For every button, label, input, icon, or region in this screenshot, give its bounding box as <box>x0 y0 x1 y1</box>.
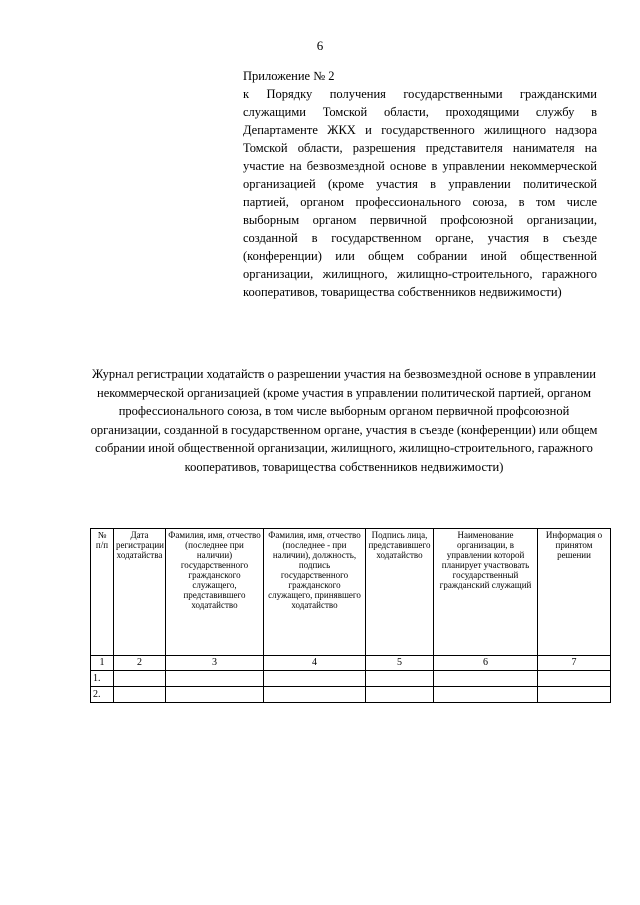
column-header-receiver-name: Фамилия, имя, отчество (последнее - при наличии), должность, подпись государственного гражданского служащего, принявшего ходатайство <box>264 529 366 656</box>
page-number: 6 <box>316 38 324 53</box>
table-cell <box>114 687 166 703</box>
table-cell <box>366 671 434 687</box>
appendix-block <box>243 67 597 301</box>
column-number-row <box>91 656 611 671</box>
column-number: 2 <box>114 656 166 671</box>
table-header-row <box>91 529 611 656</box>
column-number: 3 <box>166 656 264 671</box>
table-cell <box>434 671 538 687</box>
column-header-number: № п/п <box>91 529 114 656</box>
row-number: 1. <box>91 671 114 687</box>
table-row <box>91 687 611 703</box>
column-number: 4 <box>264 656 366 671</box>
column-number: 7 <box>538 656 611 671</box>
column-header-applicant-signature: Подпись лица, представившего ходатайство <box>366 529 434 656</box>
table-row <box>91 671 611 687</box>
table-cell <box>114 671 166 687</box>
column-header-decision-info: Информация о принятом решении <box>538 529 611 656</box>
appendix-text: к Порядку получения государственными гражданскими служащими Томской области, проходящими службу в Департаменте ЖКХ и государственного жилищного надзора Томской области, разрешения представителя нанимателя на участие на безвозмездной основе в управлении некоммерческой организацией (кроме участия в управлении политической партией, органом профессионального союза, в том числе выборным органом первичной профсоюзной организации, созданной в государственном органе, участия в съезде (конференции) или общем собрании иной общественной организации, жилищного, жилищно-строительного, гаражного кооперативов, товарищества собственников недвижимости) <box>243 87 597 299</box>
column-number: 6 <box>434 656 538 671</box>
column-header-registration-date: Дата регистрации ходатайства <box>114 529 166 656</box>
table-cell <box>166 687 264 703</box>
column-number: 1 <box>91 656 114 671</box>
table-cell <box>264 671 366 687</box>
table-cell <box>538 687 611 703</box>
table-cell <box>166 671 264 687</box>
column-header-organization-name: Наименование организации, в управлении которой планирует участвовать государственный гражданский служащий <box>434 529 538 656</box>
appendix-title: Приложение № 2 <box>243 69 335 83</box>
journal-title: Журнал регистрации ходатайств о разрешении участия на безвозмездной основе в управлении некоммерческой организацией (кроме участия в управлении политической партией, органом профессионального союза, в том числе выборным органом первичной профсоюзной организации, созданной в государственном органе, участия в съезде (конференции) или общем собрании иной общественной организации, жилищного, жилищно-строительного, гаражного кооперативов, товарищества собственников недвижимости) <box>90 367 598 474</box>
table-cell <box>366 687 434 703</box>
table-cell <box>264 687 366 703</box>
table-cell <box>538 671 611 687</box>
column-number: 5 <box>366 656 434 671</box>
registration-journal-table <box>90 528 611 703</box>
table-cell <box>434 687 538 703</box>
column-header-applicant-name: Фамилия, имя, отчество (последнее при наличии) государственного гражданского служащего, представившего ходатайство <box>166 529 264 656</box>
row-number: 2. <box>91 687 114 703</box>
